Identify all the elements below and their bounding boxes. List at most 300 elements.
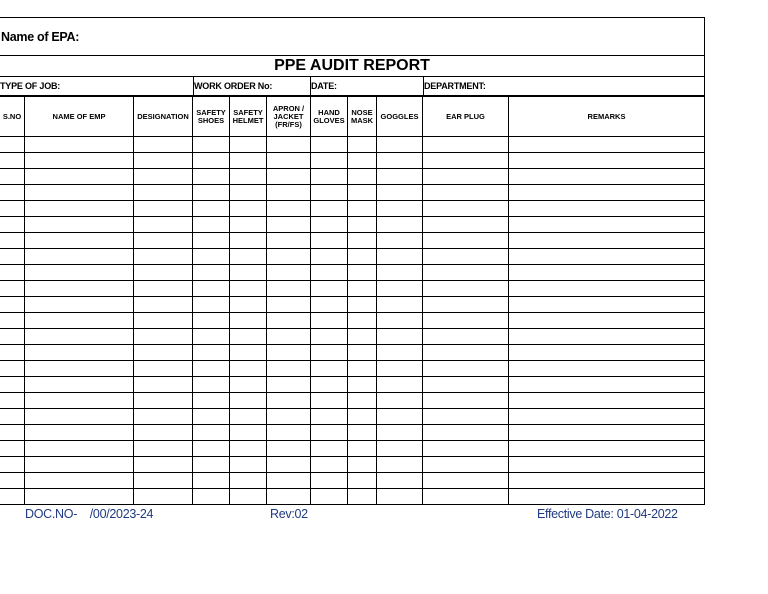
table-cell[interactable]	[509, 265, 705, 281]
table-row	[0, 393, 705, 409]
table-cell[interactable]	[0, 377, 25, 393]
table-cell[interactable]	[348, 153, 377, 169]
table-cell[interactable]	[311, 153, 348, 169]
table-cell[interactable]	[377, 377, 423, 393]
table-row	[0, 201, 705, 217]
column-header-text: NOSE	[351, 107, 373, 117]
table-cell[interactable]	[230, 217, 267, 233]
table-cell[interactable]	[509, 185, 705, 201]
table-cell[interactable]	[509, 457, 705, 473]
document-footer	[0, 506, 768, 524]
table-cell[interactable]	[311, 489, 348, 505]
table-cell[interactable]	[423, 377, 509, 393]
table-cell[interactable]	[311, 201, 348, 217]
table-cell[interactable]	[193, 233, 230, 249]
table-cell[interactable]	[134, 281, 193, 297]
table-cell[interactable]	[348, 281, 377, 297]
table-cell[interactable]	[423, 329, 509, 345]
table-cell[interactable]	[377, 265, 423, 281]
table-cell[interactable]	[0, 297, 25, 313]
table-cell[interactable]	[509, 393, 705, 409]
table-cell[interactable]	[0, 329, 25, 345]
table-cell[interactable]	[25, 265, 134, 281]
table-cell[interactable]	[0, 185, 25, 201]
table-cell[interactable]	[230, 281, 267, 297]
table-cell[interactable]	[193, 345, 230, 361]
table-cell[interactable]	[0, 441, 25, 457]
table-cell[interactable]	[348, 185, 377, 201]
table-cell[interactable]	[0, 345, 25, 361]
table-cell[interactable]	[377, 249, 423, 265]
table-cell[interactable]	[348, 201, 377, 217]
table-cell[interactable]	[134, 169, 193, 185]
table-cell[interactable]	[267, 265, 311, 281]
table-cell[interactable]	[509, 441, 705, 457]
table-cell[interactable]	[193, 185, 230, 201]
table-cell[interactable]	[193, 441, 230, 457]
table-cell[interactable]	[423, 489, 509, 505]
table-cell[interactable]	[423, 345, 509, 361]
column-header-text: DESIGNATION	[137, 111, 189, 121]
doc-number: DOC.NO- /00/2023-24	[25, 507, 154, 521]
column-header-text: S.NO	[2, 111, 22, 121]
table-cell[interactable]	[25, 297, 134, 313]
table-cell[interactable]	[267, 217, 311, 233]
table-cell[interactable]	[25, 217, 134, 233]
table-cell[interactable]	[348, 377, 377, 393]
table-cell[interactable]	[509, 297, 705, 313]
column-header-text: SAFETY	[196, 107, 226, 117]
table-cell[interactable]	[0, 393, 25, 409]
table-cell[interactable]	[377, 441, 423, 457]
table-cell[interactable]	[267, 137, 311, 153]
table-cell[interactable]	[509, 137, 705, 153]
table-cell[interactable]	[377, 137, 423, 153]
table-cell[interactable]	[0, 473, 25, 489]
table-cell[interactable]	[509, 377, 705, 393]
table-cell[interactable]	[230, 489, 267, 505]
table-cell[interactable]	[134, 393, 193, 409]
table-cell[interactable]	[377, 201, 423, 217]
table-cell[interactable]	[509, 489, 705, 505]
table-row	[0, 361, 705, 377]
table-cell[interactable]	[134, 329, 193, 345]
table-cell[interactable]	[267, 313, 311, 329]
column-header-text: NAME OF EMP	[52, 111, 106, 121]
table-cell[interactable]	[25, 281, 134, 297]
table-cell[interactable]	[423, 361, 509, 377]
table-cell[interactable]	[311, 313, 348, 329]
table-cell[interactable]	[377, 425, 423, 441]
table-cell[interactable]	[509, 217, 705, 233]
work-order-label: WORK ORDER No:	[194, 81, 273, 91]
department-cell	[423, 77, 704, 95]
table-cell[interactable]	[311, 393, 348, 409]
column-header	[377, 97, 423, 137]
table-cell[interactable]	[311, 137, 348, 153]
table-row	[0, 329, 705, 345]
table-cell[interactable]	[348, 249, 377, 265]
table-cell[interactable]	[134, 217, 193, 233]
table-cell[interactable]	[267, 489, 311, 505]
table-cell[interactable]	[25, 393, 134, 409]
table-cell[interactable]	[267, 377, 311, 393]
table-cell[interactable]	[134, 457, 193, 473]
table-cell[interactable]	[25, 313, 134, 329]
table-cell[interactable]	[311, 249, 348, 265]
table-cell[interactable]	[423, 457, 509, 473]
table-cell[interactable]	[377, 297, 423, 313]
table-cell[interactable]	[348, 137, 377, 153]
table-cell[interactable]	[25, 153, 134, 169]
table-cell[interactable]	[377, 473, 423, 489]
table-cell[interactable]	[0, 201, 25, 217]
table-row	[0, 265, 705, 281]
table-cell[interactable]	[348, 457, 377, 473]
table-cell[interactable]	[267, 153, 311, 169]
table-cell[interactable]	[311, 233, 348, 249]
table-cell[interactable]	[230, 345, 267, 361]
table-cell[interactable]	[25, 249, 134, 265]
table-cell[interactable]	[193, 265, 230, 281]
table-cell[interactable]	[311, 441, 348, 457]
table-cell[interactable]	[134, 137, 193, 153]
table-cell[interactable]	[193, 409, 230, 425]
table-cell[interactable]	[267, 393, 311, 409]
table-cell[interactable]	[134, 249, 193, 265]
table-cell[interactable]	[267, 185, 311, 201]
table-cell[interactable]	[0, 153, 25, 169]
table-cell[interactable]	[377, 281, 423, 297]
table-cell[interactable]	[193, 201, 230, 217]
date-cell	[310, 77, 423, 95]
column-header-text: HELMET	[232, 115, 264, 125]
column-header	[509, 97, 705, 137]
table-cell[interactable]	[311, 185, 348, 201]
table-cell[interactable]	[267, 169, 311, 185]
table-cell[interactable]	[423, 297, 509, 313]
column-header	[348, 97, 377, 137]
table-cell[interactable]	[0, 265, 25, 281]
table-cell[interactable]	[267, 409, 311, 425]
table-cell[interactable]	[134, 313, 193, 329]
table-cell[interactable]	[0, 425, 25, 441]
table-row	[0, 345, 705, 361]
table-cell[interactable]	[423, 313, 509, 329]
table-cell[interactable]	[509, 313, 705, 329]
table-cell[interactable]	[0, 217, 25, 233]
table-cell[interactable]	[377, 313, 423, 329]
column-header	[423, 97, 509, 137]
table-cell[interactable]	[230, 313, 267, 329]
table-cell[interactable]	[0, 169, 25, 185]
table-row	[0, 281, 705, 297]
table-cell[interactable]	[267, 425, 311, 441]
table-cell[interactable]	[230, 425, 267, 441]
table-cell[interactable]	[230, 137, 267, 153]
table-cell[interactable]	[25, 361, 134, 377]
table-cell[interactable]	[423, 249, 509, 265]
table-cell[interactable]	[25, 409, 134, 425]
table-cell[interactable]	[311, 361, 348, 377]
table-cell[interactable]	[311, 409, 348, 425]
table-cell[interactable]	[25, 329, 134, 345]
table-cell[interactable]	[348, 233, 377, 249]
table-cell[interactable]	[134, 409, 193, 425]
table-cell[interactable]	[423, 393, 509, 409]
table-cell[interactable]	[509, 329, 705, 345]
table-cell[interactable]	[230, 393, 267, 409]
column-header	[134, 97, 193, 137]
table-cell[interactable]	[377, 393, 423, 409]
table-cell[interactable]	[25, 185, 134, 201]
table-cell[interactable]	[311, 217, 348, 233]
table-cell[interactable]	[193, 281, 230, 297]
table-cell[interactable]	[193, 473, 230, 489]
table-cell[interactable]	[134, 297, 193, 313]
table-cell[interactable]	[509, 409, 705, 425]
type-of-job-label: TYPE OF JOB:	[0, 81, 61, 91]
table-cell[interactable]	[423, 217, 509, 233]
table-cell[interactable]	[134, 201, 193, 217]
table-row	[0, 137, 705, 153]
table-cell[interactable]	[377, 217, 423, 233]
table-cell[interactable]	[0, 361, 25, 377]
column-header-text: SAFETY	[233, 107, 263, 117]
table-cell[interactable]	[230, 265, 267, 281]
table-cell[interactable]	[193, 425, 230, 441]
table-cell[interactable]	[25, 233, 134, 249]
table-cell[interactable]	[25, 489, 134, 505]
table-cell[interactable]	[230, 201, 267, 217]
table-cell[interactable]	[134, 489, 193, 505]
table-cell[interactable]	[134, 473, 193, 489]
table-cell[interactable]	[25, 473, 134, 489]
column-header-text: EAR PLUG	[446, 111, 485, 121]
column-header-text: GLOVES	[313, 115, 345, 125]
table-cell[interactable]	[230, 297, 267, 313]
ppe-audit-form	[0, 17, 705, 505]
table-cell[interactable]	[193, 377, 230, 393]
table-cell[interactable]	[509, 281, 705, 297]
table-cell[interactable]	[230, 329, 267, 345]
table-cell[interactable]	[193, 329, 230, 345]
table-cell[interactable]	[377, 489, 423, 505]
table-cell[interactable]	[267, 201, 311, 217]
table-cell[interactable]	[0, 457, 25, 473]
table-cell[interactable]	[348, 297, 377, 313]
table-cell[interactable]	[311, 345, 348, 361]
table-cell[interactable]	[348, 409, 377, 425]
table-cell[interactable]	[377, 153, 423, 169]
type-of-job-cell	[0, 77, 193, 95]
report-title-row	[0, 56, 704, 77]
table-cell[interactable]	[193, 169, 230, 185]
table-cell[interactable]	[0, 489, 25, 505]
table-cell[interactable]	[423, 281, 509, 297]
table-cell[interactable]	[267, 361, 311, 377]
table-cell[interactable]	[134, 185, 193, 201]
table-cell[interactable]	[230, 153, 267, 169]
table-row	[0, 169, 705, 185]
table-cell[interactable]	[0, 137, 25, 153]
table-cell[interactable]	[377, 233, 423, 249]
table-cell[interactable]	[348, 313, 377, 329]
table-cell[interactable]	[230, 409, 267, 425]
table-cell[interactable]	[348, 329, 377, 345]
table-cell[interactable]	[193, 457, 230, 473]
table-cell[interactable]	[377, 409, 423, 425]
table-cell[interactable]	[509, 201, 705, 217]
table-cell[interactable]	[311, 281, 348, 297]
table-cell[interactable]	[377, 345, 423, 361]
table-cell[interactable]	[0, 249, 25, 265]
table-cell[interactable]	[377, 169, 423, 185]
table-cell[interactable]	[193, 249, 230, 265]
table-row	[0, 153, 705, 169]
table-cell[interactable]	[25, 377, 134, 393]
table-cell[interactable]	[134, 265, 193, 281]
table-cell[interactable]	[25, 441, 134, 457]
table-cell[interactable]	[267, 233, 311, 249]
table-cell[interactable]	[348, 265, 377, 281]
table-cell[interactable]	[267, 329, 311, 345]
table-cell[interactable]	[0, 281, 25, 297]
table-cell[interactable]	[509, 361, 705, 377]
table-cell[interactable]	[348, 345, 377, 361]
table-cell[interactable]	[230, 457, 267, 473]
table-cell[interactable]	[193, 393, 230, 409]
table-cell[interactable]	[134, 345, 193, 361]
table-cell[interactable]	[423, 441, 509, 457]
table-cell[interactable]	[134, 233, 193, 249]
table-cell[interactable]	[348, 217, 377, 233]
table-cell[interactable]	[509, 425, 705, 441]
table-cell[interactable]	[423, 137, 509, 153]
table-cell[interactable]	[311, 425, 348, 441]
table-cell[interactable]	[230, 473, 267, 489]
table-cell[interactable]	[423, 425, 509, 441]
table-cell[interactable]	[193, 217, 230, 233]
table-cell[interactable]	[348, 473, 377, 489]
table-cell[interactable]	[377, 329, 423, 345]
table-cell[interactable]	[423, 409, 509, 425]
table-cell[interactable]	[267, 345, 311, 361]
table-cell[interactable]	[423, 153, 509, 169]
table-cell[interactable]	[25, 457, 134, 473]
table-cell[interactable]	[509, 249, 705, 265]
table-cell[interactable]	[230, 249, 267, 265]
table-cell[interactable]	[267, 457, 311, 473]
table-cell[interactable]	[423, 201, 509, 217]
table-cell[interactable]	[267, 281, 311, 297]
table-cell[interactable]	[311, 473, 348, 489]
table-cell[interactable]	[311, 169, 348, 185]
table-cell[interactable]	[423, 185, 509, 201]
table-cell[interactable]	[423, 233, 509, 249]
table-cell[interactable]	[377, 457, 423, 473]
table-cell[interactable]	[377, 361, 423, 377]
table-cell[interactable]	[230, 377, 267, 393]
table-cell[interactable]	[509, 345, 705, 361]
table-cell[interactable]	[267, 297, 311, 313]
epa-name-label: Name of EPA:	[1, 29, 80, 44]
table-body	[0, 137, 705, 505]
table-cell[interactable]	[423, 169, 509, 185]
table-row	[0, 489, 705, 505]
table-cell[interactable]	[311, 265, 348, 281]
table-cell[interactable]	[423, 265, 509, 281]
column-header	[230, 97, 267, 137]
table-cell[interactable]	[193, 297, 230, 313]
table-cell[interactable]	[193, 137, 230, 153]
table-cell[interactable]	[348, 393, 377, 409]
job-info-row	[0, 77, 704, 96]
table-cell[interactable]	[134, 153, 193, 169]
ppe-audit-table	[0, 96, 705, 505]
table-cell[interactable]	[230, 169, 267, 185]
table-cell[interactable]	[134, 361, 193, 377]
table-cell[interactable]	[230, 233, 267, 249]
table-cell[interactable]	[311, 377, 348, 393]
table-cell[interactable]	[230, 361, 267, 377]
table-cell[interactable]	[509, 233, 705, 249]
table-cell[interactable]	[311, 297, 348, 313]
column-header-text: JACKET	[273, 111, 304, 121]
table-row	[0, 425, 705, 441]
table-row	[0, 441, 705, 457]
table-cell[interactable]	[25, 201, 134, 217]
table-cell[interactable]	[134, 441, 193, 457]
table-cell[interactable]	[267, 473, 311, 489]
table-cell[interactable]	[0, 409, 25, 425]
table-cell[interactable]	[267, 441, 311, 457]
table-row	[0, 457, 705, 473]
table-cell[interactable]	[230, 185, 267, 201]
table-row	[0, 233, 705, 249]
table-cell[interactable]	[193, 489, 230, 505]
table-cell[interactable]	[311, 329, 348, 345]
table-cell[interactable]	[348, 169, 377, 185]
table-cell[interactable]	[267, 249, 311, 265]
table-cell[interactable]	[311, 457, 348, 473]
table-cell[interactable]	[348, 441, 377, 457]
table-cell[interactable]	[230, 441, 267, 457]
column-header-text: HAND	[318, 107, 340, 117]
table-cell[interactable]	[348, 425, 377, 441]
table-cell[interactable]	[377, 185, 423, 201]
table-cell[interactable]	[25, 345, 134, 361]
table-row	[0, 185, 705, 201]
table-cell[interactable]	[134, 377, 193, 393]
table-cell[interactable]	[348, 361, 377, 377]
table-cell[interactable]	[509, 169, 705, 185]
table-cell[interactable]	[193, 153, 230, 169]
table-row	[0, 297, 705, 313]
table-cell[interactable]	[423, 473, 509, 489]
table-cell[interactable]	[193, 313, 230, 329]
table-cell[interactable]	[25, 425, 134, 441]
table-cell[interactable]	[193, 361, 230, 377]
table-cell[interactable]	[25, 137, 134, 153]
table-cell[interactable]	[134, 425, 193, 441]
table-cell[interactable]	[0, 313, 25, 329]
table-cell[interactable]	[348, 489, 377, 505]
table-cell[interactable]	[0, 233, 25, 249]
table-cell[interactable]	[509, 473, 705, 489]
table-cell[interactable]	[25, 169, 134, 185]
table-cell[interactable]	[509, 153, 705, 169]
